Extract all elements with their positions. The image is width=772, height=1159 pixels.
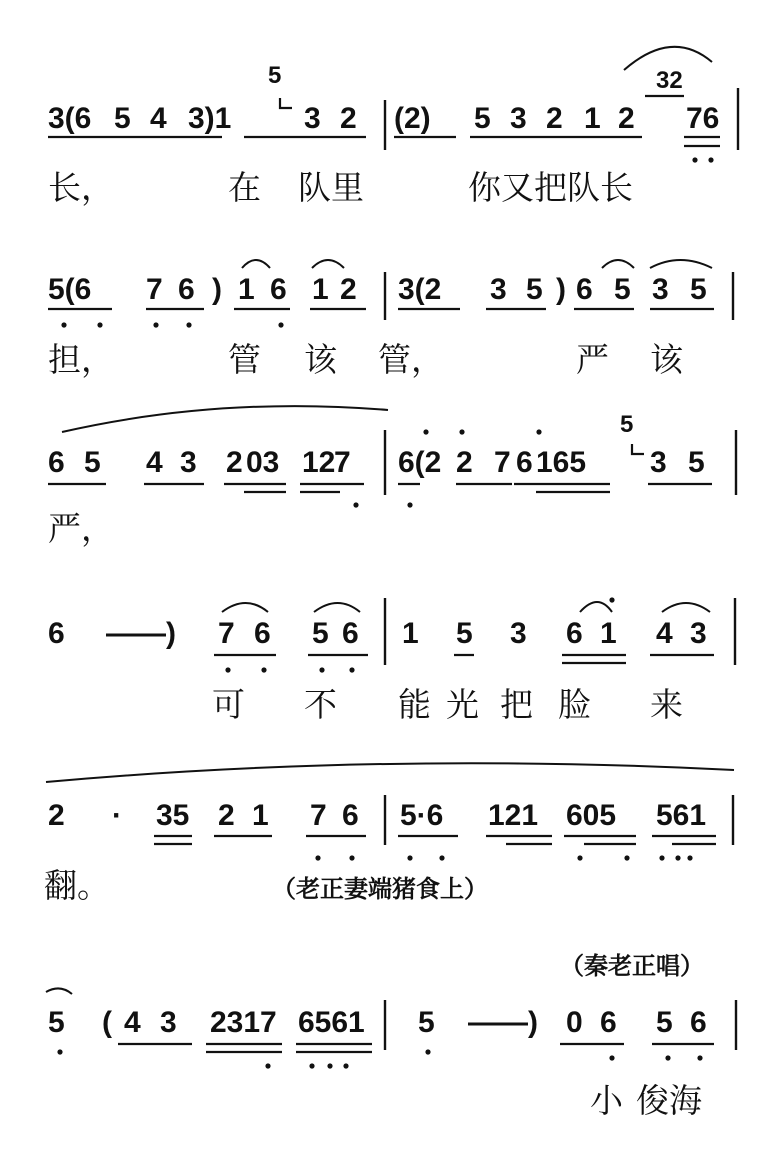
note: 6 bbox=[576, 273, 593, 306]
note: 7 bbox=[146, 273, 163, 306]
octave-dot bbox=[327, 1063, 332, 1068]
lyric: 严 bbox=[576, 340, 609, 379]
note: 1 bbox=[238, 273, 255, 306]
octave-dot bbox=[687, 855, 692, 860]
note: · bbox=[112, 799, 122, 832]
octave-dot bbox=[319, 667, 324, 672]
note: 5 bbox=[114, 102, 131, 135]
grace-hook bbox=[632, 444, 644, 454]
note: 5 bbox=[614, 273, 631, 306]
octave-dot bbox=[659, 855, 664, 860]
singer-cue: （秦老正唱） bbox=[560, 952, 704, 980]
octave-dot bbox=[265, 1063, 270, 1068]
note: 5 bbox=[526, 273, 543, 306]
note: 2 bbox=[546, 102, 563, 135]
slur bbox=[662, 603, 710, 612]
note: 3 bbox=[490, 273, 507, 306]
lyric: 严， bbox=[48, 509, 114, 548]
slur bbox=[62, 406, 388, 432]
octave-dot bbox=[708, 157, 713, 162]
note: 5 bbox=[656, 1006, 673, 1039]
octave-dot bbox=[423, 429, 428, 434]
lyric: 你又把队长 bbox=[468, 168, 633, 207]
octave-dot bbox=[315, 855, 320, 860]
lyric: 能 bbox=[398, 685, 431, 724]
note: 3)1 bbox=[188, 102, 232, 135]
octave-dot bbox=[186, 322, 191, 327]
note: 3 bbox=[650, 446, 667, 479]
lyric: 管 bbox=[228, 340, 261, 379]
note: 1 bbox=[600, 617, 617, 650]
note: 5 bbox=[474, 102, 491, 135]
octave-dot bbox=[536, 429, 541, 434]
note: 5(6 bbox=[48, 273, 92, 306]
note: 5 bbox=[418, 1006, 435, 1039]
octave-dot bbox=[153, 322, 158, 327]
octave-dot bbox=[225, 667, 230, 672]
lyric: 管， bbox=[378, 340, 444, 379]
octave-dot bbox=[57, 1049, 62, 1054]
note: 5 bbox=[84, 446, 101, 479]
note: 121 bbox=[488, 799, 539, 832]
system-2 bbox=[48, 260, 733, 379]
system-6 bbox=[46, 952, 736, 1120]
note: 5 bbox=[690, 273, 707, 306]
note: 3 bbox=[180, 446, 197, 479]
slur bbox=[46, 988, 72, 994]
note: ( bbox=[102, 1006, 112, 1039]
system-4 bbox=[48, 597, 735, 724]
note: 165 bbox=[536, 446, 587, 479]
note: 4 bbox=[124, 1006, 141, 1039]
slur bbox=[312, 260, 344, 268]
system-5 bbox=[44, 763, 734, 905]
note: 2 bbox=[340, 273, 357, 306]
note: 76 bbox=[686, 102, 720, 135]
note: 35 bbox=[156, 799, 190, 832]
note: 2317 bbox=[210, 1006, 277, 1039]
note: 561 bbox=[656, 799, 707, 832]
octave-dot bbox=[97, 322, 102, 327]
lyric: 该 bbox=[650, 340, 683, 379]
slur bbox=[602, 260, 634, 268]
note: 6 bbox=[178, 273, 195, 306]
note: 5·6 bbox=[400, 799, 444, 832]
note: 6 bbox=[566, 617, 583, 650]
slur bbox=[46, 763, 734, 782]
note: ) bbox=[212, 273, 222, 306]
stage-direction: （老正妻端猪食上） bbox=[272, 875, 488, 903]
octave-dot bbox=[278, 322, 283, 327]
slur bbox=[222, 603, 268, 612]
note: ——) bbox=[106, 617, 176, 650]
lyric: 在 bbox=[228, 168, 261, 207]
note: 6 bbox=[342, 799, 359, 832]
grace-note: 5 bbox=[268, 62, 282, 89]
note: 6 bbox=[342, 617, 359, 650]
octave-dot bbox=[61, 322, 66, 327]
lyric: 光 bbox=[446, 685, 479, 724]
note: 6 bbox=[690, 1006, 707, 1039]
octave-dot bbox=[349, 855, 354, 860]
note: 3(6 bbox=[48, 102, 92, 135]
octave-dot bbox=[459, 429, 464, 434]
lyric: 不 bbox=[304, 685, 337, 724]
note: 6561 bbox=[298, 1006, 365, 1039]
slur bbox=[580, 602, 612, 612]
note: 3 bbox=[510, 617, 527, 650]
note: 5 bbox=[48, 1006, 65, 1039]
lyric: 小 bbox=[590, 1081, 623, 1120]
note: 6 bbox=[600, 1006, 617, 1039]
lyric: 长， bbox=[48, 168, 114, 207]
slur bbox=[314, 603, 360, 612]
note: 7 bbox=[334, 446, 351, 479]
note: 3 bbox=[160, 1006, 177, 1039]
note: 2 bbox=[618, 102, 635, 135]
slur bbox=[242, 260, 270, 268]
octave-dot bbox=[261, 667, 266, 672]
note: ——) bbox=[468, 1006, 538, 1039]
note: 2 bbox=[226, 446, 243, 479]
note: 0 bbox=[566, 1006, 583, 1039]
octave-dot bbox=[665, 1055, 670, 1060]
octave-dot bbox=[624, 855, 629, 860]
octave-dot bbox=[343, 1063, 348, 1068]
octave-dot bbox=[609, 1055, 614, 1060]
note: 7 bbox=[218, 617, 235, 650]
note: 5 bbox=[688, 446, 705, 479]
note: 3 bbox=[652, 273, 669, 306]
note: 4 bbox=[150, 102, 167, 135]
note: 1 bbox=[584, 102, 601, 135]
grace-note: 32 bbox=[656, 67, 683, 94]
grace-hook bbox=[280, 98, 292, 108]
note: 3(2 bbox=[398, 273, 442, 306]
note: 605 bbox=[566, 799, 617, 832]
system-1 bbox=[48, 47, 738, 207]
lyric: 脸 bbox=[558, 685, 591, 724]
note: 7 bbox=[310, 799, 327, 832]
lyric: 担， bbox=[48, 340, 114, 379]
note: 4 bbox=[656, 617, 673, 650]
octave-dot bbox=[407, 502, 412, 507]
note: 3 bbox=[690, 617, 707, 650]
note: 03 bbox=[246, 446, 280, 479]
octave-dot bbox=[425, 1049, 430, 1054]
note: 6 bbox=[516, 446, 533, 479]
note: 5 bbox=[456, 617, 473, 650]
octave-dot bbox=[349, 667, 354, 672]
octave-dot bbox=[675, 855, 680, 860]
note: 6(2 bbox=[398, 446, 442, 479]
lyric: 把 bbox=[500, 685, 533, 724]
note: 12 bbox=[302, 446, 336, 479]
lyric: 可 bbox=[212, 685, 245, 724]
octave-dot bbox=[407, 855, 412, 860]
octave-dot bbox=[439, 855, 444, 860]
note: 6 bbox=[254, 617, 271, 650]
octave-dot bbox=[309, 1063, 314, 1068]
lyric: 队里 bbox=[298, 168, 364, 207]
lyric: 该 bbox=[304, 340, 337, 379]
note: ) bbox=[556, 273, 566, 306]
grace-note: 5 bbox=[620, 411, 634, 438]
lyric: 俊海 bbox=[636, 1081, 702, 1120]
note: (2) bbox=[394, 102, 431, 135]
note: 1 bbox=[402, 617, 419, 650]
lyric: 翻。 bbox=[44, 866, 110, 905]
note: 5 bbox=[312, 617, 329, 650]
note: 6 bbox=[270, 273, 287, 306]
system-3 bbox=[48, 406, 736, 548]
octave-dot bbox=[697, 1055, 702, 1060]
note: 4 bbox=[146, 446, 163, 479]
octave-dot bbox=[692, 157, 697, 162]
lyric: 来 bbox=[650, 685, 683, 724]
note: 2 bbox=[340, 102, 357, 135]
octave-dot bbox=[609, 597, 614, 602]
note: 6 bbox=[48, 446, 65, 479]
note: 2 bbox=[456, 446, 473, 479]
octave-dot bbox=[577, 855, 582, 860]
note: 2 bbox=[218, 799, 235, 832]
slur bbox=[650, 260, 712, 268]
note: 1 bbox=[312, 273, 329, 306]
note: 1 bbox=[252, 799, 269, 832]
note: 7 bbox=[494, 446, 511, 479]
note: 3 bbox=[304, 102, 321, 135]
note: 3 bbox=[510, 102, 527, 135]
octave-dot bbox=[353, 502, 358, 507]
note: 6 bbox=[48, 617, 65, 650]
note: 2 bbox=[48, 799, 65, 832]
